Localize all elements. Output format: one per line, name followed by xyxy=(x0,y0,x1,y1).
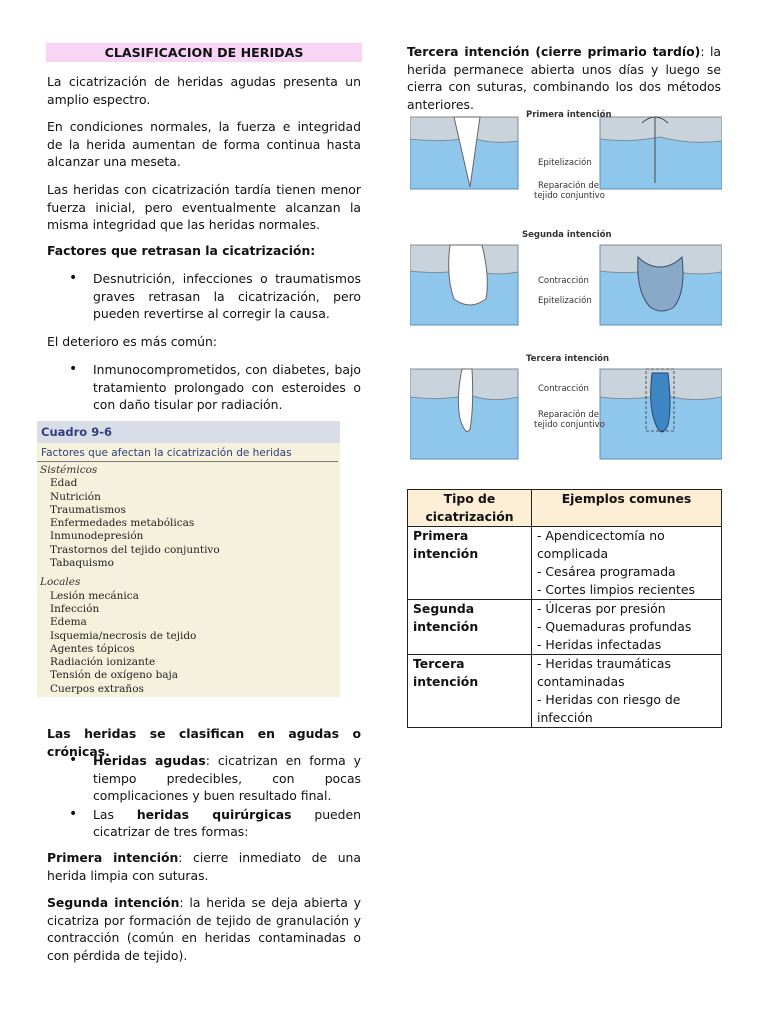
diagram-primera xyxy=(410,109,722,201)
diagram-tercera xyxy=(410,353,722,459)
factors-heading: Factores que retrasan la cicatrización: xyxy=(47,243,316,258)
deterioro-text: El deterioro es más común: xyxy=(47,334,218,349)
cuadro-item: Infección xyxy=(50,602,100,615)
header-type xyxy=(408,490,532,527)
cuadro-item: Cuerpos extraños xyxy=(50,682,144,695)
segunda-paragraph xyxy=(47,894,361,964)
label-reparacion-3: Reparación de xyxy=(538,410,600,420)
page-title: CLASIFICACION DE HERIDAS xyxy=(46,43,362,62)
cuadro-section-sistemicos: Sistémicos xyxy=(40,464,98,476)
agudas-text: : cicatrizan en forma y tiempo predecibles, con pocas complicaciones y buen resultado final. xyxy=(93,753,361,804)
label-reparacion-2: tejido conjuntivo xyxy=(534,191,605,201)
row-examples xyxy=(532,527,722,600)
cuadro-item: Edema xyxy=(50,616,87,629)
cuadro-item: Lesión mecánica xyxy=(50,589,139,602)
type-line2: intención xyxy=(413,674,479,689)
list-item: • Inmunocomprometidos, con diabetes, bajo tratamiento prolongado con esteroides o con daño tisular por radiación. xyxy=(47,361,361,414)
row-type xyxy=(408,600,532,655)
list-item: • Desnutrición, infecciones o traumatismos graves retrasan la cicatrización, pero pueden revertirse al corregir la causa. xyxy=(47,270,361,323)
cuadro-item: Inmunodepresión xyxy=(50,530,144,543)
tercera-label: Tercera intención (cierre primario tardío) xyxy=(407,44,701,59)
diagram-segunda xyxy=(410,229,722,325)
wound-types-list xyxy=(47,752,361,841)
label-reparacion-4: tejido conjuntivo xyxy=(534,420,605,430)
tercera-text: : la herida permanece abierta unos días y luego se cierra con suturas, combinando los dos métodos anteriores. xyxy=(407,44,721,112)
list-item xyxy=(47,806,361,841)
segunda-label: Segunda intención xyxy=(47,895,180,910)
list-item xyxy=(47,752,361,805)
agudas-label: Heridas agudas xyxy=(93,753,206,768)
cuadro-section-locales: Locales xyxy=(40,576,81,589)
segunda-text: : la herida se deja abierta y cicatriza por formación de tejido de granulación y contracción (común en heridas contaminadas o con pérdida de tejido). xyxy=(47,895,361,963)
table-row xyxy=(408,655,722,728)
example-item: - Quemaduras profundas xyxy=(537,619,692,634)
cuadro-factores xyxy=(37,421,340,697)
example-item: - Cortes limpios recientes xyxy=(537,582,695,597)
table-row xyxy=(408,600,722,655)
cuadro-item: Trastornos del tejido conjuntivo xyxy=(50,543,220,556)
type-line1: Tercera xyxy=(413,656,465,671)
healing-types-table xyxy=(407,489,722,728)
example-item: - Úlceras por presión xyxy=(537,601,666,616)
label-epitelizacion: Epitelización xyxy=(538,158,592,168)
header-type-line1: Tipo de xyxy=(443,491,496,506)
type-line1: Primera xyxy=(413,528,469,543)
table-row xyxy=(408,527,722,600)
quir-text: pueden cicatrizar de tres formas: xyxy=(93,806,362,840)
intro-paragraph-1: La cicatrización de heridas agudas presenta un amplio espectro. xyxy=(47,74,361,107)
label-reparacion-1: Reparación de xyxy=(538,181,600,191)
intro-paragraph-2: En condiciones normales, la fuerza e integridad de la herida aumentan de forma continua hasta alcanzar una meseta. xyxy=(47,119,361,170)
intro-paragraph-3: Las heridas con cicatrización tardía tienen menor fuerza inicial, pero eventualmente alcanzan la misma integridad que las heridas normales. xyxy=(47,182,361,233)
primera-paragraph xyxy=(47,849,361,884)
cuadro-item: Edad xyxy=(50,477,78,490)
cuadro-item: Tensión de oxígeno baja xyxy=(50,669,179,682)
deterioro-list xyxy=(47,361,361,414)
cuadro-item: Agentes tópicos xyxy=(50,642,135,655)
title-primera: Primera intención xyxy=(526,110,612,120)
example-item: - Apendicectomía no complicada xyxy=(537,528,665,561)
primera-label: Primera intención xyxy=(47,850,179,865)
label-contraccion-2: Contracción xyxy=(538,384,589,394)
label-epitelizacion-2: Epitelización xyxy=(538,296,592,306)
label-contraccion: Contracción xyxy=(538,276,589,286)
cuadro-item: Radiación ionizante xyxy=(50,656,156,669)
primera-text: : cierre inmediato de una herida limpia con suturas. xyxy=(47,850,361,883)
row-type xyxy=(408,527,532,600)
header-examples: Ejemplos comunes xyxy=(532,490,722,527)
cuadro-item: Tabaquismo xyxy=(50,557,114,570)
row-type xyxy=(408,655,532,728)
row-examples xyxy=(532,600,722,655)
example-item: - Heridas infectadas xyxy=(537,637,662,652)
factors-list xyxy=(47,270,361,323)
classify-heading: Las heridas se clasifican en agudas o crónicas. xyxy=(47,726,361,759)
type-line2: intención xyxy=(413,546,479,561)
title-tercera: Tercera intención xyxy=(526,354,610,364)
table-header-row xyxy=(408,490,722,527)
cuadro-item: Isquemia/necrosis de tejido xyxy=(50,629,197,642)
cuadro-item: Enfermedades metabólicas xyxy=(50,517,195,530)
type-line1: Segunda xyxy=(413,601,475,616)
cuadro-item: Traumatismos xyxy=(50,503,126,516)
cuadro-item: Nutrición xyxy=(50,490,101,503)
example-item: - Heridas con riesgo de infección xyxy=(537,692,681,725)
header-type-line2: cicatrización xyxy=(425,509,514,524)
title-segunda: Segunda intención xyxy=(522,230,612,240)
cuadro-header: Cuadro 9-6 xyxy=(37,421,340,443)
healing-diagram xyxy=(410,107,722,467)
tercera-paragraph xyxy=(407,43,721,113)
cuadro-subtitle: Factores que afectan la cicatrización de heridas xyxy=(37,443,338,462)
example-item: - Heridas traumáticas contaminadas xyxy=(537,656,671,689)
row-examples xyxy=(532,655,722,728)
quir-label: heridas quirúrgicas xyxy=(136,806,292,822)
type-line2: intención xyxy=(413,619,479,634)
example-item: - Cesárea programada xyxy=(537,564,676,579)
quir-pre: Las xyxy=(93,806,137,822)
